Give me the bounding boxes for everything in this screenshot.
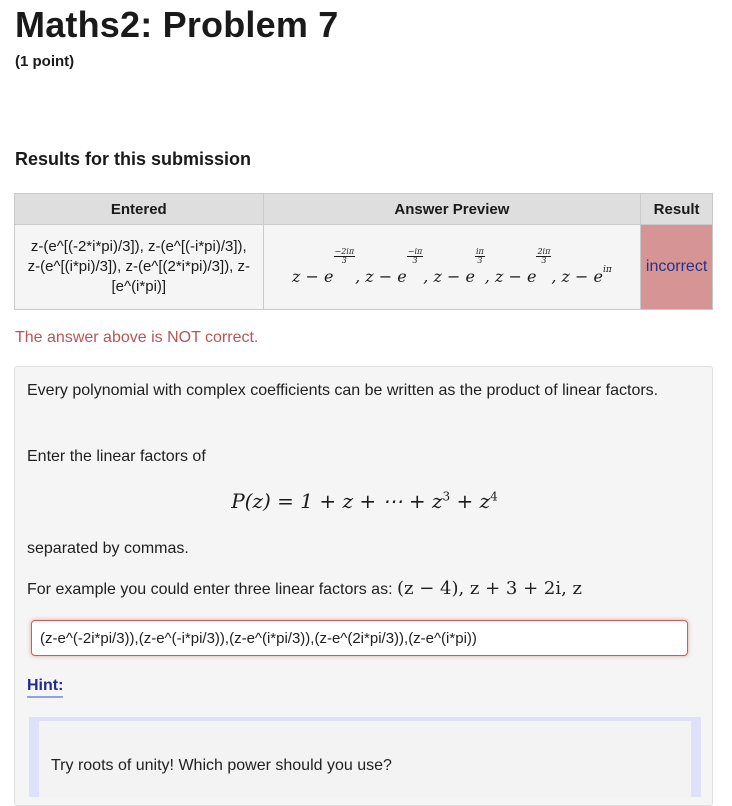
results-heading: Results for this submission xyxy=(15,149,252,169)
result-status-cell: incorrect xyxy=(641,225,713,310)
column-header-answer-preview: Answer Preview xyxy=(263,194,641,225)
results-table xyxy=(14,193,713,310)
hint-text: Try roots of unity! Which power should you use? xyxy=(51,757,392,774)
preview-last-exponent: iπ xyxy=(603,265,612,275)
preview-exponent-numerator: 2iπ xyxy=(537,247,551,256)
problem-paragraph: Enter the linear factors of xyxy=(27,448,206,465)
preview-exponent-numerator: iπ xyxy=(475,247,484,256)
polynomial-formula xyxy=(15,489,714,513)
answer-input[interactable] xyxy=(31,620,688,656)
problem-paragraph: Every polynomial with complex coefficients can be written as the product of linear factors. xyxy=(27,382,659,399)
preview-exponent-numerator: −iπ xyxy=(407,247,423,256)
formula-main: P(z) = 1 + z + ⋯ + z xyxy=(231,489,443,513)
preview-exponent-denominator: 3 xyxy=(341,256,347,265)
entered-answer-cell: z-(e^[(-2*i*pi)/3]), z-(e^[(-i*pi)/3]), z-(e^[(i*pi)/3]), z-(e^[(2*i*pi)/3]), z-[e^(i*pi)] xyxy=(15,225,264,310)
formula-main: + z xyxy=(450,489,491,513)
answer-preview-cell: z − e $^{\frac{-2i\pi}{3}}$ , z − e $^{\frac{-i\pi}{3}}$ , z − e $^{\frac{i\pi}{3}}$ , z − e $^{\frac{2i\pi}{3}}$ , $z - e^{i\pi}$ xyxy=(263,225,641,310)
table-row xyxy=(15,225,713,310)
hint-toggle-link[interactable]: Hint: xyxy=(27,677,63,698)
column-header-entered: Entered xyxy=(15,194,264,225)
preview-exponent-denominator: 3 xyxy=(412,256,418,265)
page-title: Maths2: Problem 7 xyxy=(15,4,339,45)
problem-statement-box xyxy=(14,366,713,806)
problem-paragraph: separated by commas. xyxy=(27,540,189,557)
formula-exponent: 4 xyxy=(490,489,498,504)
preview-exponent-numerator: −2iπ xyxy=(334,247,355,256)
example-text: For example you could enter three linear factors as: xyxy=(27,581,397,598)
preview-exponent-denominator: 3 xyxy=(541,256,547,265)
formula-exponent: 3 xyxy=(442,489,451,504)
points-label: (1 point) xyxy=(15,53,75,70)
problem-paragraph xyxy=(27,577,582,602)
hint-box xyxy=(29,717,701,797)
example-math: (z − 4), z + 3 + 2i, z xyxy=(396,578,583,599)
preview-exponent-denominator: 3 xyxy=(477,256,483,265)
column-header-result: Result xyxy=(641,194,713,225)
hint-content xyxy=(39,721,691,797)
incorrect-feedback-message: The answer above is NOT correct. xyxy=(15,329,259,346)
